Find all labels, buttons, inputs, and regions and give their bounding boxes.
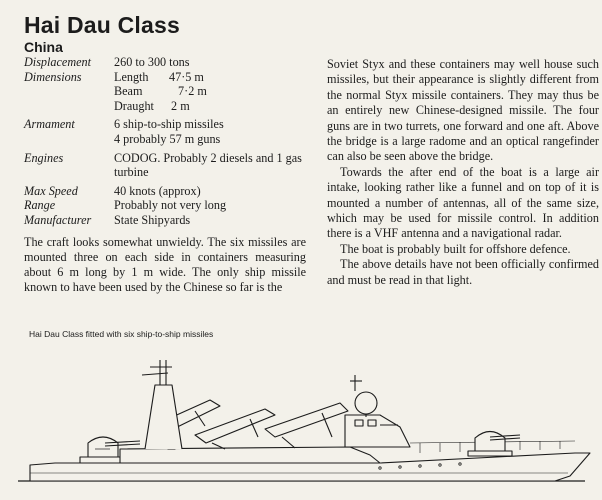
missile-container: [265, 403, 348, 448]
body-paragraph: The above details have not been officially confirmed and must be read in that light.: [327, 257, 599, 287]
spec-label: Engines: [24, 150, 64, 165]
spec-value: 40 knots (approx): [114, 183, 201, 198]
spec-row-manufacturer: [24, 213, 309, 228]
length-value: 47·5 m: [169, 69, 204, 84]
body-paragraph: Soviet Styx and these containers may well house such missiles, but their appearance is slightly different from the normal Styx missile containers. They may thus be an entirely new Chinese-designed missile. The four guns are in two turrets, one forward and one aft. Above the bridge is a large radome and an optical rangefinder can also be seen above the bridge.: [327, 57, 599, 164]
radome: [350, 375, 377, 417]
ship-illustration: [0, 345, 602, 500]
draught-label: Draught: [114, 98, 154, 113]
spec-row-dimensions: [24, 70, 309, 114]
armament-line: 6 ship-to-ship missiles: [114, 117, 224, 132]
specifications-table: [24, 55, 309, 228]
country-subtitle: China: [24, 39, 63, 55]
spec-value: State Shipyards: [114, 212, 191, 227]
body-paragraph: Towards the after end of the boat is a large air intake, looking rather like a funnel and on top of it is mounted a number of antennas, all of the same size, which may be used for missile control. In addition there is a VHF antenna and a navigational radar.: [327, 164, 599, 241]
bridge: [345, 415, 410, 447]
spec-row-armament: [24, 113, 309, 146]
forward-gun-turret: [468, 432, 520, 457]
spec-label: Manufacturer: [24, 212, 92, 227]
aft-mast: [142, 360, 182, 449]
spec-label: Armament: [24, 117, 75, 132]
spec-label: Max Speed: [24, 183, 78, 198]
page-title: Hai Dau Class: [24, 12, 180, 38]
beam-label: Beam: [114, 84, 143, 99]
body-paragraph-left: The craft looks somewhat unwieldy. The six missiles are mounted three on each side in containers measuring about 6 m long by 1 m wide. The only ship missile known to have been used by the Chinese so far is the: [24, 235, 306, 294]
figure-caption: Hai Dau Class fitted with six ship-to-ship missiles: [29, 329, 214, 339]
spec-row-engines: [24, 147, 309, 180]
body-paragraph: The boat is probably built for offshore defence.: [340, 241, 571, 256]
missile-container: [195, 409, 275, 449]
length-label: Length: [114, 69, 149, 84]
spec-value: Probably not very long: [114, 198, 227, 213]
beam-value: 7·2 m: [178, 84, 207, 99]
spec-label: Displacement: [24, 55, 92, 69]
body-column-right: [327, 57, 599, 288]
spec-value: CODOG. Probably 2 diesels and 1 gas turbine: [114, 150, 302, 180]
spec-label: Dimensions: [24, 69, 82, 84]
spec-row-max-speed: [24, 180, 309, 199]
spec-value: 260 to 300 tons: [114, 55, 190, 69]
armament-line: 4 probably 57 m guns: [114, 131, 221, 146]
draught-value: 2 m: [171, 98, 190, 113]
spec-row-displacement: [24, 55, 309, 70]
spec-row-range: [24, 198, 309, 213]
spec-label: Range: [24, 198, 56, 213]
